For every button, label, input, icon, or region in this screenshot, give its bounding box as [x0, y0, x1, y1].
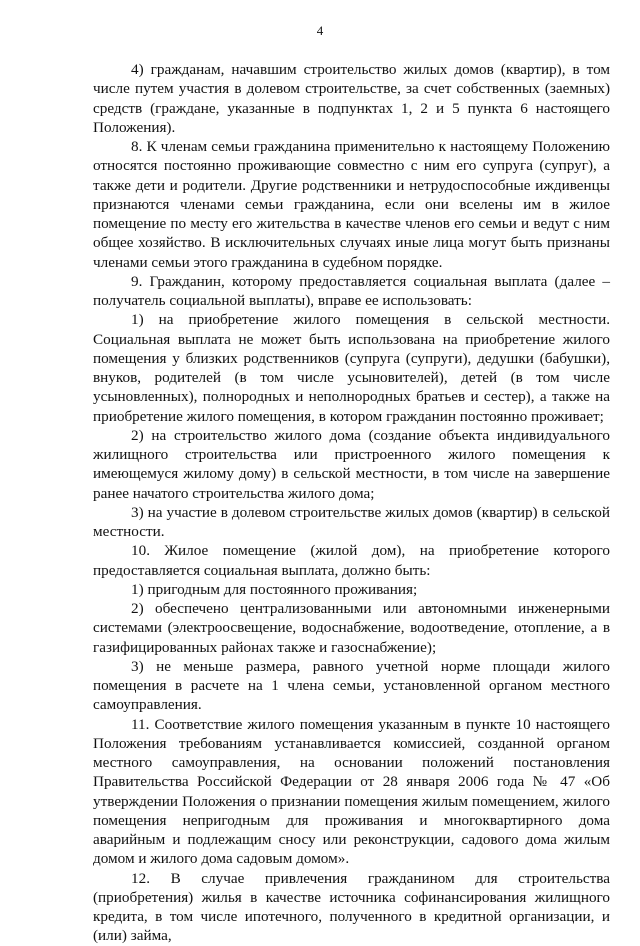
paragraph-clause-9: 9. Гражданин, которому предоставляется социальная выплата (далее – получатель социальной выплаты), вправе ее использовать: — [93, 272, 610, 309]
paragraph-clause-12: 12. В случае привлечения гражданином для строительства (приобретения) жилья в качестве источника софинансирования жилищного кредита, в том числе ипотечного, полученного в кредитной организации, и (или) займа, — [93, 869, 610, 945]
paragraph-clause-10: 10. Жилое помещение (жилой дом), на приобретение которого предоставляется социальная выплата, должно быть: — [93, 542, 610, 579]
paragraph-clause-10-1: 1) пригодным для постоянного проживания; — [131, 580, 418, 598]
paragraph-clause-9-2: 2) на строительство жилого дома (создание объекта индивидуального жилищного строительства или пристроенного жилого помещения к имеющемуся жилому дому) в сельской местности, в том числе на завершение ранее начатого строительства жилого дома; — [93, 426, 610, 502]
paragraph-clause-11: 11. Соответствие жилого помещения указанным в пункте 10 настоящего Положения требованиям устанавливается комиссией, созданной органом местного самоуправления, на основании положений постановления Правительства Российской Федерации от 28 января 2006 года № 47 «Об утверждении Положения о признании помещения жилым помещением, жилого помещения непригодным для проживания и многоквартирного дома аварийным и подлежащим сносу или реконструкции, садового дома жилым домом и жилого дома садовым домом». — [93, 715, 610, 868]
paragraph-clause-10-3: 3) не меньше размера, равного учетной норме площади жилого помещения в расчете на 1 члена семьи, установленной органом местного самоуправления. — [93, 657, 610, 714]
paragraph-clause-10-2: 2) обеспечено централизованными или автономными инженерными системами (электроосвещение, водоснабжение, водоотведение, отопление, а в газифицированных районах также и газоснабжение); — [93, 600, 610, 656]
document-body — [93, 60, 610, 946]
paragraph-clause-9-3: 3) на участие в долевом строительстве жилых домов (квартир) в сельской местности. — [93, 503, 610, 540]
paragraph-clause-7-4: 4) гражданам, начавшим строительство жилых домов (квартир), в том числе путем участия в долевом строительстве, за счет собственных (заемных) средств (граждане, указанные в подпунктах 1, 2 и 5 пункта 6 настоящего Положения). — [93, 61, 610, 136]
page-number: 4 — [316, 23, 324, 38]
paragraph-clause-9-1: 1) на приобретение жилого помещения в сельской местности. Социальная выплата не может быть использована на приобретение жилого помещения у близких родственников (супруга (супруги), дедушки (бабушки), внуков, родителей (в том числе усыновителей), детей (в том числе усыновленных), полнородных и неполнородных братьев и сестер), а также на приобретение жилого помещения, в котором гражданин постоянно проживает; — [93, 311, 610, 425]
paragraph-clause-8: 8. К членам семьи гражданина применительно к настоящему Положению относятся постоянно проживающие совместно с ним его супруга (супруг), а также дети и родители. Другие родственники и нетрудоспособные иждивенцы признаются членами семьи гражданина, если они вселены им в жилое помещение по месту его жительства в качестве членов его семьи и ведут с ним общее хозяйство. В исключительных случаях иные лица могут быть признаны членами семьи этого гражданина в судебном порядке. — [93, 138, 610, 271]
